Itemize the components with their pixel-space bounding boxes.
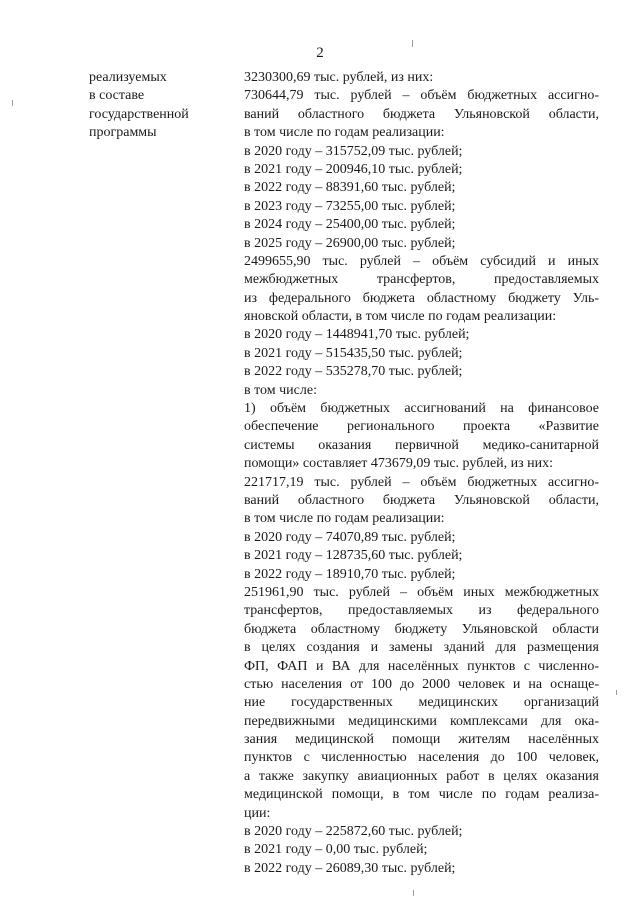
text-line: ние государственных медицинских организаций xyxy=(244,695,599,711)
text-line: яновской области, в том числе по годам реализации: xyxy=(244,309,557,325)
row-label-line: программы xyxy=(89,125,157,141)
text-line: трансфертов, предоставляемых из федерального xyxy=(244,603,599,619)
text-line: в 2025 году – 26900,00 тыс. рублей; xyxy=(244,235,456,251)
text-line: в 2020 году – 315752,09 тыс. рублей; xyxy=(244,143,463,159)
text-line: в 2021 году – 0,00 тыс. рублей; xyxy=(244,842,428,858)
row-label-line: в составе xyxy=(89,88,145,104)
text-line: передвижными медицинскими комплексами для ока- xyxy=(244,713,599,729)
text-line: ваний областного бюджета Ульяновской области, xyxy=(244,106,599,122)
text-line: в 2022 году – 535278,70 тыс. рублей; xyxy=(244,364,463,380)
text-line: в том числе: xyxy=(244,382,317,398)
text-line: ФП, ФАП и ВА для населённых пунктов с численно- xyxy=(244,658,599,674)
text-line: медицинской помощи, в том числе по годам реализа- xyxy=(244,787,599,803)
text-line: в том числе по годам реализации: xyxy=(244,511,445,527)
scan-mark xyxy=(413,890,414,896)
text-line: зания медицинской помощи жителям населённых xyxy=(244,732,599,748)
text-line: в 2022 году – 18910,70 тыс. рублей; xyxy=(244,566,456,582)
text-line: ции: xyxy=(244,805,271,821)
row-content xyxy=(244,69,599,878)
text-line: в 2020 году – 225872,60 тыс. рублей; xyxy=(244,824,463,840)
page-number: 2 xyxy=(316,45,324,61)
text-line: 730644,79 тыс. рублей – объём бюджетных ассигно- xyxy=(244,88,599,104)
text-line: 2499655,90 тыс. рублей – объём субсидий и иных xyxy=(244,253,599,269)
text-line: помощи» составляет 473679,09 тыс. рублей, из них: xyxy=(244,456,554,472)
row-label xyxy=(89,69,239,143)
text-line: в 2020 году – 1448941,70 тыс. рублей; xyxy=(244,327,470,343)
text-line: системы оказания первичной медико-санитарной xyxy=(244,437,599,453)
text-line: а также закупку авиационных работ в целях оказания xyxy=(244,768,599,784)
scan-mark xyxy=(412,40,413,47)
text-line: межбюджетных трансфертов, предоставляемых xyxy=(244,272,599,288)
text-line: в 2022 году – 88391,60 тыс. рублей; xyxy=(244,180,456,196)
scan-mark xyxy=(12,100,13,106)
text-line: пунктов с численностью населения до 100 человек, xyxy=(244,750,599,766)
text-line: в 2021 году – 515435,50 тыс. рублей; xyxy=(244,345,463,361)
row-label-line: реализуемых xyxy=(89,70,167,85)
text-line: 3230300,69 тыс. рублей, из них: xyxy=(244,70,434,85)
text-line: стью населения от 100 до 2000 человек и на оснаще- xyxy=(244,676,599,692)
scan-mark xyxy=(616,690,617,695)
text-line: 251961,90 тыс. рублей – объём иных межбюджетных xyxy=(244,584,599,600)
text-line: в 2021 году – 200946,10 тыс. рублей; xyxy=(244,161,463,177)
text-line: в 2023 году – 73255,00 тыс. рублей; xyxy=(244,198,456,214)
text-line: в том числе по годам реализации: xyxy=(244,125,445,141)
text-line: в 2024 году – 25400,00 тыс. рублей; xyxy=(244,217,456,233)
text-line: в 2021 году – 128735,60 тыс. рублей; xyxy=(244,548,463,564)
text-line: в целях создания и замены зданий для размещения xyxy=(244,640,599,656)
text-line: 1) объём бюджетных ассигнований на финансовое xyxy=(244,401,599,417)
text-line: из федерального бюджета областному бюджету Уль- xyxy=(244,290,599,306)
text-line: в 2022 году – 26089,30 тыс. рублей; xyxy=(244,860,456,876)
row-label-line: государственной xyxy=(89,106,189,122)
text-line: ваний областного бюджета Ульяновской области, xyxy=(244,492,599,508)
text-line: обеспечение регионального проекта «Развитие xyxy=(244,419,599,435)
text-line: бюджета областному бюджету Ульяновской области xyxy=(244,621,599,637)
text-line: в 2020 году – 74070,89 тыс. рублей; xyxy=(244,529,456,545)
text-line: 221717,19 тыс. рублей – объём бюджетных ассигно- xyxy=(244,474,599,490)
